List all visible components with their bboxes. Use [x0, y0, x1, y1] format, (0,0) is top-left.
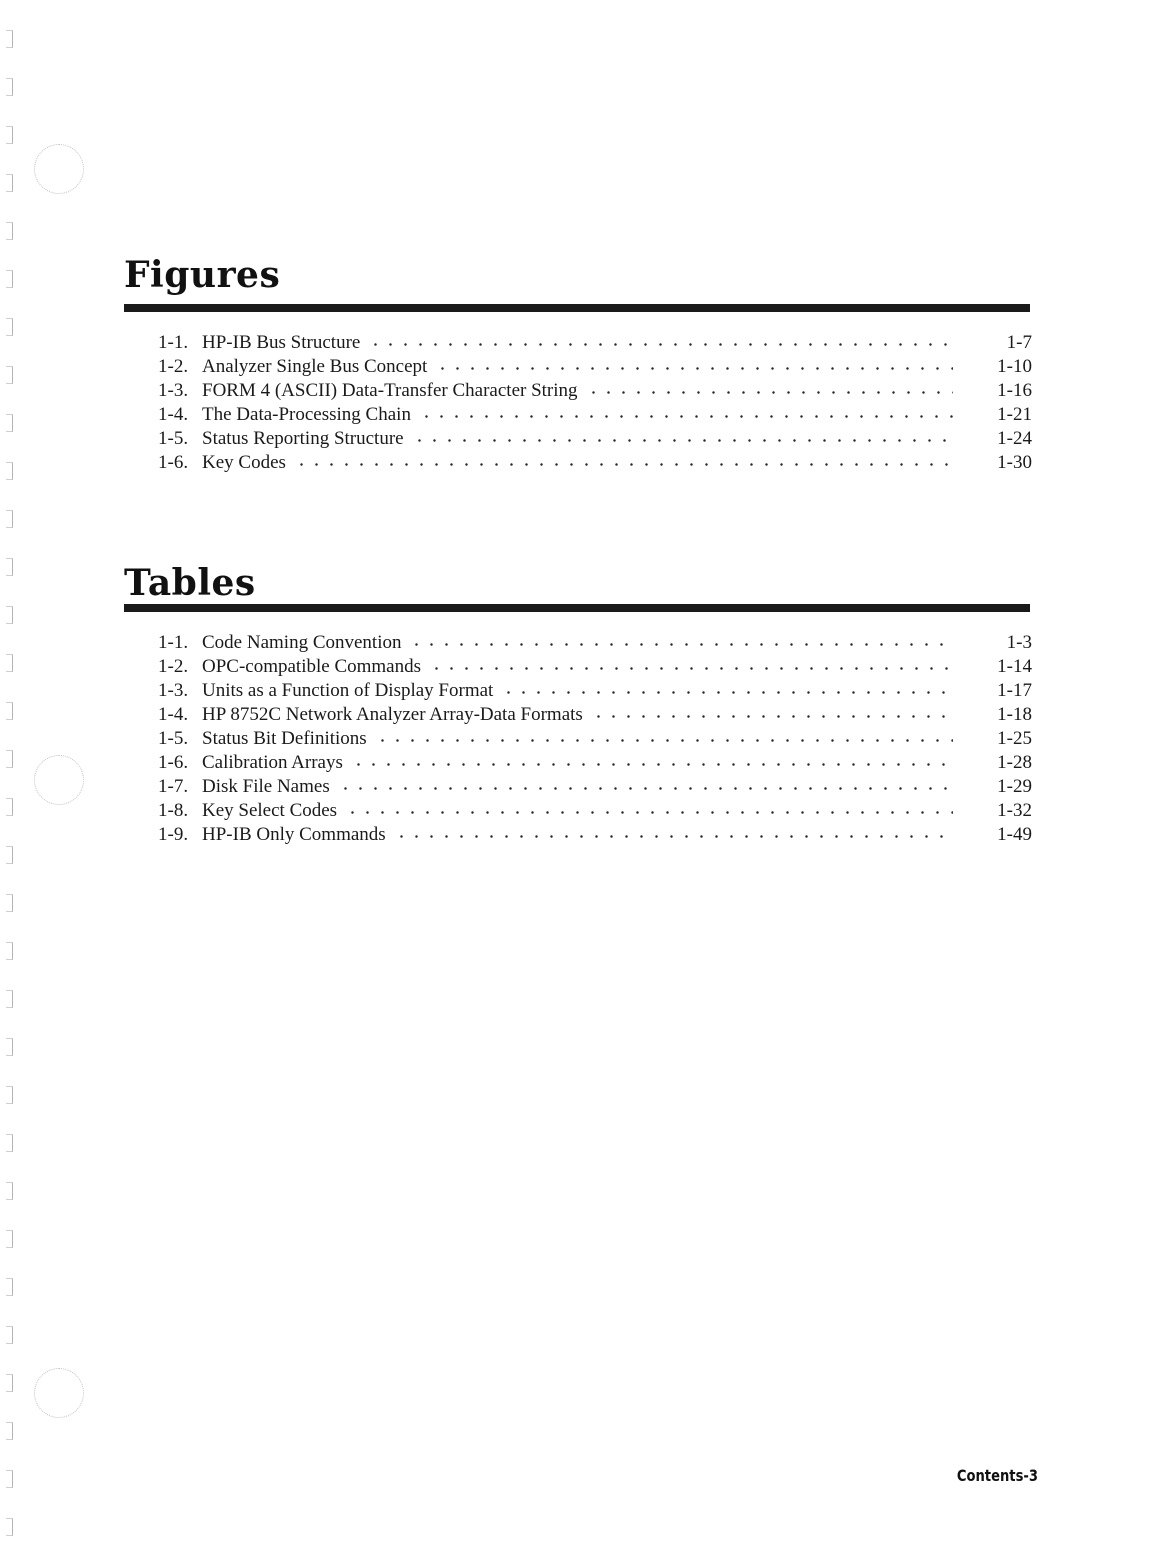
binder-mark [6, 1134, 13, 1152]
entry-number: 1-4. [158, 704, 189, 725]
entry-page-number: 1-49 [997, 824, 1032, 845]
entry-title: FORM 4 (ASCII) Data-Transfer Character String [202, 380, 578, 401]
entry-number: 1-2. [158, 356, 189, 377]
figures-entry[interactable] [158, 427, 1032, 451]
dot-leader [586, 391, 953, 394]
entry-title: The Data-Processing Chain [202, 404, 411, 425]
entry-title: Analyzer Single Bus Concept [202, 356, 428, 377]
binder-mark [6, 1230, 13, 1248]
binder-mark [6, 366, 13, 384]
binder-mark [6, 1518, 13, 1536]
entry-title: Key Codes [202, 452, 286, 473]
figures-rule [124, 304, 1030, 312]
entry-page-number: 1-14 [997, 656, 1032, 677]
dot-leader [591, 715, 953, 718]
tables-entry[interactable] [158, 751, 1032, 775]
entry-number: 1-5. [158, 728, 189, 749]
dot-leader [338, 787, 953, 790]
entry-page-number: 1-17 [997, 680, 1032, 701]
punch-hole-bottom [34, 1368, 84, 1418]
dot-leader [368, 343, 953, 346]
entry-title: Calibration Arrays [202, 752, 343, 773]
binder-mark [6, 462, 13, 480]
entry-number: 1-9. [158, 824, 189, 845]
entry-page-number: 1-32 [997, 800, 1032, 821]
binder-mark [6, 990, 13, 1008]
tables-entry[interactable] [158, 655, 1032, 679]
binder-mark [6, 702, 13, 720]
binder-mark [6, 126, 13, 144]
punch-hole-middle [34, 755, 84, 805]
entry-number: 1-6. [158, 452, 189, 473]
page-footer-label: Contents-3 [956, 1466, 1038, 1485]
tables-title: Tables [124, 562, 256, 604]
entry-title: Code Naming Convention [202, 632, 402, 653]
entry-number: 1-6. [158, 752, 189, 773]
dot-leader [394, 835, 953, 838]
tables-entry[interactable] [158, 679, 1032, 703]
binder-mark [6, 798, 13, 816]
dot-leader [412, 439, 953, 442]
figures-entry[interactable] [158, 451, 1032, 475]
binder-mark [6, 942, 13, 960]
entry-page-number: 1-25 [997, 728, 1032, 749]
binder-mark [6, 318, 13, 336]
binder-mark [6, 750, 13, 768]
entry-number: 1-3. [158, 680, 189, 701]
punch-hole-top [34, 144, 84, 194]
figures-list [158, 331, 1032, 475]
binder-mark [6, 1038, 13, 1056]
binder-mark [6, 606, 13, 624]
tables-entry[interactable] [158, 727, 1032, 751]
binder-mark [6, 1086, 13, 1104]
dot-leader [429, 667, 953, 670]
entry-title: OPC-compatible Commands [202, 656, 422, 677]
tables-entry[interactable] [158, 703, 1032, 727]
dot-leader [375, 739, 953, 742]
entry-number: 1-8. [158, 800, 189, 821]
entry-page-number: 1-18 [997, 704, 1032, 725]
binder-mark [6, 270, 13, 288]
figures-entry[interactable] [158, 355, 1032, 379]
entry-title: Key Select Codes [202, 800, 338, 821]
binder-mark [6, 1470, 13, 1488]
entry-number: 1-2. [158, 656, 189, 677]
tables-rule [124, 604, 1030, 612]
binder-mark [6, 30, 13, 48]
figures-entry[interactable] [158, 403, 1032, 427]
dot-leader [419, 415, 953, 418]
binder-mark [6, 558, 13, 576]
binder-mark [6, 1422, 13, 1440]
binder-mark [6, 174, 13, 192]
entry-title: HP 8752C Network Analyzer Array-Data Formats [202, 704, 583, 725]
binder-mark [6, 510, 13, 528]
dot-leader [294, 463, 953, 466]
binder-mark [6, 1182, 13, 1200]
entry-number: 1-3. [158, 380, 189, 401]
entry-number: 1-4. [158, 404, 189, 425]
dot-leader [351, 763, 953, 766]
binder-margin [0, 0, 20, 1544]
entry-page-number: 1-21 [997, 404, 1032, 425]
entry-page-number: 1-16 [997, 380, 1032, 401]
figures-entry[interactable] [158, 331, 1032, 355]
dot-leader [409, 643, 953, 646]
tables-entry[interactable] [158, 823, 1032, 847]
entry-title: Units as a Function of Display Format [202, 680, 494, 701]
entry-number: 1-5. [158, 428, 189, 449]
entry-title: HP-IB Only Commands [202, 824, 386, 845]
entry-page-number: 1-3 [1006, 632, 1032, 653]
binder-mark [6, 222, 13, 240]
entry-number: 1-1. [158, 632, 189, 653]
tables-entry[interactable] [158, 631, 1032, 655]
dot-leader [435, 367, 953, 370]
entry-title: HP-IB Bus Structure [202, 332, 361, 353]
entry-page-number: 1-10 [997, 356, 1032, 377]
tables-list [158, 631, 1032, 847]
dot-leader [501, 691, 953, 694]
binder-mark [6, 894, 13, 912]
binder-mark [6, 78, 13, 96]
figures-entry[interactable] [158, 379, 1032, 403]
entry-title: Status Bit Definitions [202, 728, 367, 749]
tables-entry[interactable] [158, 775, 1032, 799]
entry-title: Status Reporting Structure [202, 428, 404, 449]
figures-title: Figures [124, 254, 281, 296]
binder-mark [6, 1326, 13, 1344]
entry-number: 1-1. [158, 332, 189, 353]
tables-entry[interactable] [158, 799, 1032, 823]
binder-mark [6, 846, 13, 864]
binder-mark [6, 1374, 13, 1392]
binder-mark [6, 654, 13, 672]
entry-page-number: 1-24 [997, 428, 1032, 449]
entry-number: 1-7. [158, 776, 189, 797]
entry-page-number: 1-30 [997, 452, 1032, 473]
binder-mark [6, 414, 13, 432]
entry-page-number: 1-7 [1006, 332, 1032, 353]
binder-mark [6, 1278, 13, 1296]
entry-title: Disk File Names [202, 776, 330, 797]
dot-leader [345, 811, 953, 814]
entry-page-number: 1-28 [997, 752, 1032, 773]
entry-page-number: 1-29 [997, 776, 1032, 797]
